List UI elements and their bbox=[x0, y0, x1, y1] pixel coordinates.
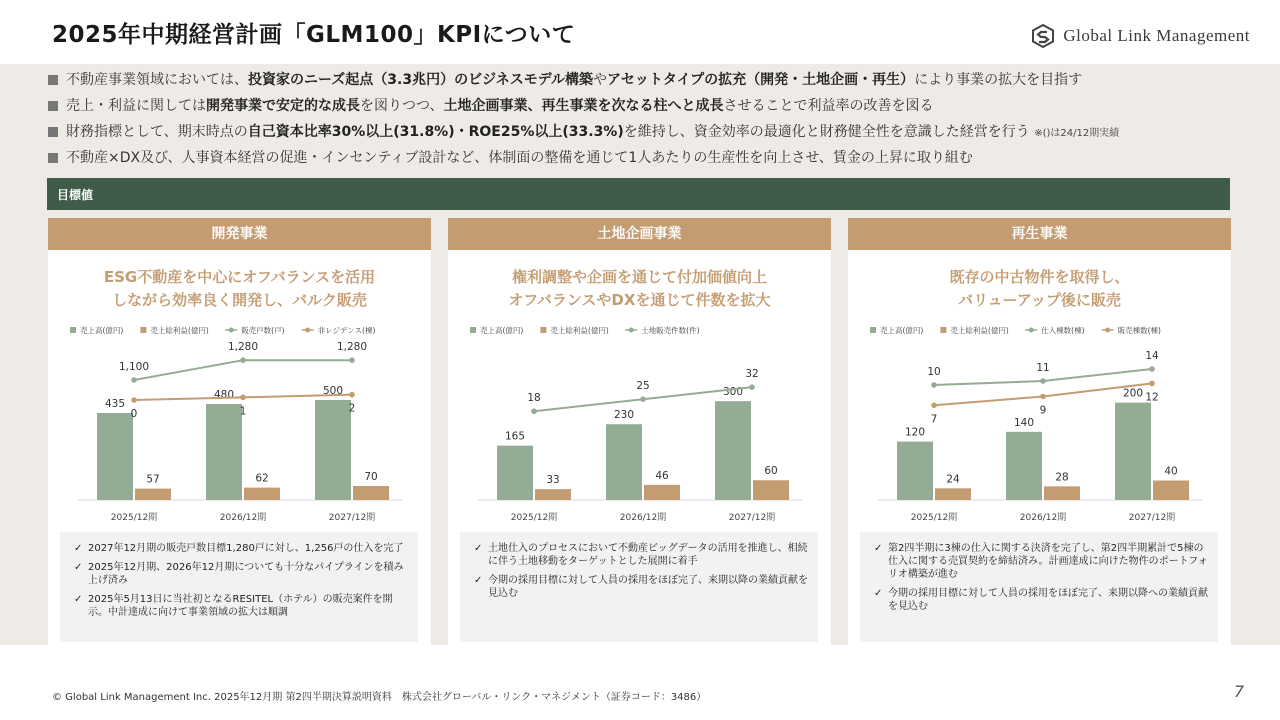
legend-label: 非レジデンス(棟) bbox=[317, 326, 376, 335]
legend-swatch-dot bbox=[1105, 328, 1110, 333]
company-logo bbox=[1031, 24, 1250, 48]
line-value-label: 0 bbox=[130, 408, 138, 420]
note-item: ✓ 2025年12月期、2026年12月期についても十分なパイプラインを積み上げ済み bbox=[74, 562, 404, 586]
bar bbox=[753, 480, 789, 500]
notes-box bbox=[460, 532, 818, 642]
bar-value-label: 300 bbox=[722, 386, 744, 399]
line-point bbox=[1149, 381, 1155, 387]
bar bbox=[206, 404, 242, 500]
top-header bbox=[0, 0, 1280, 64]
bar-value-label: 46 bbox=[655, 469, 669, 482]
notes-box bbox=[860, 532, 1218, 642]
bar bbox=[935, 488, 971, 500]
line-value-label: 14 bbox=[1145, 350, 1159, 362]
line-point bbox=[931, 382, 937, 388]
bar bbox=[535, 489, 571, 500]
legend-label: 売上総利益(億円) bbox=[550, 326, 609, 335]
panel-subtitle-line: 既存の中古物件を取得し、 bbox=[949, 268, 1130, 286]
bar bbox=[715, 401, 751, 500]
bar-value-label: 70 bbox=[364, 471, 378, 483]
bar-value-label: 120 bbox=[904, 426, 926, 439]
legend-label: 仕入棟数(棟) bbox=[1041, 326, 1085, 335]
chart-development bbox=[48, 318, 431, 528]
x-tick-label: 2027/12期 bbox=[728, 513, 776, 523]
bar-value-label: 28 bbox=[1055, 471, 1069, 484]
panel-subtitle-line: オフバランスやDXを通じて件数を拡大 bbox=[508, 291, 771, 309]
note-item: ✓ 2027年12月期の販売戸数目標1,280戸に対し、1,256戸の仕入を完了 bbox=[74, 543, 404, 554]
line-point bbox=[131, 377, 137, 383]
bar-value-label: 230 bbox=[613, 409, 635, 422]
legend-swatch bbox=[540, 327, 546, 333]
note-item: ✓ 第2四半期に3棟の仕入に関する決済を完了し、第2四半期累計で5棟の仕入に関する売買契約を締結済み。計画達成に向けた物件のポートフォリオ構築が進む bbox=[874, 543, 1208, 580]
bar-value-label: 500 bbox=[322, 385, 344, 397]
check-icon: ✓ bbox=[874, 588, 883, 599]
panel-land-planning bbox=[448, 218, 831, 654]
series-line bbox=[134, 360, 352, 380]
summary-bullet: 不動産×DX及び、人事資本経営の促進・インセンティブ設計など、体制面の整備を通じて1人あたりの生産性を向上させ、賃金の上昇に取り組む bbox=[48, 147, 1248, 173]
panel-subtitle-line: バリューアップ後に販売 bbox=[958, 291, 1121, 309]
legend-swatch-dot bbox=[1029, 328, 1034, 333]
line-value-label: 2 bbox=[348, 402, 356, 415]
legend-label: 売上総利益(億円) bbox=[950, 326, 1009, 335]
logo-mark-icon bbox=[1031, 24, 1055, 48]
line-value-label: 9 bbox=[1039, 404, 1047, 417]
bar-value-label: 165 bbox=[504, 430, 526, 443]
legend-swatch bbox=[70, 327, 76, 333]
chart-land-planning bbox=[448, 318, 831, 528]
legend-label: 売上総利益(億円) bbox=[150, 326, 209, 335]
x-tick-label: 2027/12期 bbox=[328, 513, 376, 523]
line-point bbox=[349, 392, 355, 398]
legend-swatch bbox=[870, 327, 876, 333]
bar bbox=[897, 442, 933, 500]
bar-value-label: 480 bbox=[213, 389, 235, 401]
x-tick-label: 2025/12期 bbox=[510, 513, 558, 523]
line-value-label: 32 bbox=[745, 368, 759, 381]
page-title: 2025年中期経営計画「GLM100」KPIについて bbox=[52, 22, 576, 48]
line-value-label: 25 bbox=[636, 380, 650, 393]
check-icon: ✓ bbox=[474, 575, 483, 586]
bar-value-label: 40 bbox=[1164, 465, 1178, 478]
line-value-label: 12 bbox=[1145, 391, 1159, 404]
chart-renovation bbox=[848, 318, 1231, 528]
check-icon: ✓ bbox=[874, 543, 883, 554]
line-value-label: 1,280 bbox=[336, 341, 368, 354]
check-icon: ✓ bbox=[74, 594, 83, 605]
bar-value-label: 57 bbox=[146, 473, 160, 486]
x-tick-label: 2025/12期 bbox=[910, 513, 958, 523]
bar bbox=[1153, 481, 1189, 500]
line-value-label: 1,100 bbox=[118, 361, 150, 373]
logo-text: Global Link Management bbox=[1063, 26, 1250, 45]
bar-value-label: 435 bbox=[104, 398, 126, 410]
legend-label: 売上高(億円) bbox=[80, 326, 124, 335]
page-number: 7 bbox=[1233, 682, 1244, 701]
bar bbox=[97, 413, 133, 500]
line-value-label: 10 bbox=[927, 366, 941, 378]
line-point bbox=[640, 396, 646, 402]
bar bbox=[606, 424, 642, 500]
footer-copyright: © Global Link Management Inc. 2025年12月期 第2四半期決算説明資料 株式会社グローバル・リンク・マネジメント（証券コード：3486） bbox=[52, 692, 707, 703]
legend-label: 売上高(億円) bbox=[480, 326, 524, 335]
bar bbox=[353, 486, 389, 500]
line-value-label: 11 bbox=[1036, 362, 1050, 374]
panel-header: 再生事業 bbox=[848, 218, 1231, 250]
note-item: ✓ 今期の採用目標に対して人員の採用をほぼ完了、来期以降への業績貢献を見込む bbox=[874, 588, 1208, 612]
panel-header: 土地企画事業 bbox=[448, 218, 831, 250]
x-tick-label: 2026/12期 bbox=[619, 513, 667, 523]
panel-development bbox=[48, 218, 431, 654]
note-item: ✓ 今期の採用目標に対して人員の採用をほぼ完了、来期以降の業績貢献を見込む bbox=[474, 575, 808, 599]
bar bbox=[1115, 403, 1151, 500]
notes-box bbox=[60, 532, 418, 642]
panel-renovation bbox=[848, 218, 1231, 654]
check-icon: ✓ bbox=[74, 543, 83, 554]
target-label: 目標値 bbox=[57, 188, 94, 202]
bar-value-label: 200 bbox=[1122, 387, 1144, 400]
legend-label: 売上高(億円) bbox=[880, 326, 924, 335]
line-point bbox=[131, 397, 137, 403]
bar-value-label: 33 bbox=[546, 474, 560, 487]
panel-subtitle bbox=[848, 266, 1231, 312]
check-icon: ✓ bbox=[474, 543, 483, 554]
bar bbox=[135, 489, 171, 500]
legend-swatch-dot bbox=[629, 328, 634, 333]
line-point bbox=[749, 384, 755, 390]
line-point bbox=[240, 395, 246, 401]
bar bbox=[497, 446, 533, 500]
summary-bullet: 売上・利益に関しては開発事業で安定的な成長を図りつつ、土地企画事業、再生事業を次なる柱へと成長させることで利益率の改善を図る bbox=[48, 95, 1248, 121]
bar bbox=[1006, 432, 1042, 500]
legend-swatch bbox=[940, 327, 946, 333]
legend-swatch bbox=[470, 327, 476, 333]
legend-label: 販売棟数(棟) bbox=[1117, 326, 1161, 335]
panel-subtitle-line: 権利調整や企画を通じて付加価値向上 bbox=[511, 268, 767, 286]
x-tick-label: 2025/12期 bbox=[110, 513, 158, 523]
line-value-label: 18 bbox=[527, 392, 541, 405]
panel-header: 開発事業 bbox=[48, 218, 431, 250]
legend-label: 販売戸数(戸) bbox=[241, 326, 285, 335]
panel-subtitle bbox=[48, 266, 431, 312]
bar-value-label: 62 bbox=[255, 472, 269, 485]
summary-bullets bbox=[48, 69, 1248, 173]
panel-subtitle-line: しながら効率良く開発し、バルク販売 bbox=[112, 291, 367, 309]
line-value-label: 1 bbox=[239, 405, 247, 418]
line-value-label: 7 bbox=[930, 413, 938, 426]
line-value-label: 1,280 bbox=[227, 341, 259, 354]
line-point bbox=[531, 408, 537, 414]
bar-value-label: 140 bbox=[1013, 416, 1035, 429]
legend-swatch-dot bbox=[229, 328, 234, 333]
line-point bbox=[1149, 366, 1155, 372]
note-item: ✓ 土地仕入のプロセスにおいて不動産ビッグデータの活用を推進し、相続に伴う土地移動をターゲットとした展開に着手 bbox=[474, 543, 808, 567]
bar bbox=[1044, 486, 1080, 500]
line-point bbox=[1040, 378, 1046, 384]
panel-subtitle bbox=[448, 266, 831, 312]
line-point bbox=[349, 357, 355, 363]
note-item: ✓ 2025年5月13日に当社初となるRESITEL（ホテル）の販売案件を開示。中計達成に向けて事業領域の拡大は順調 bbox=[74, 594, 393, 618]
legend-swatch-dot bbox=[305, 328, 310, 333]
line-point bbox=[931, 402, 937, 408]
line-point bbox=[1040, 394, 1046, 400]
line-point bbox=[240, 357, 246, 363]
legend-label: 土地販売件数(件) bbox=[641, 326, 700, 335]
bar-value-label: 60 bbox=[764, 465, 778, 478]
bar bbox=[315, 400, 351, 500]
bar-value-label: 24 bbox=[946, 473, 960, 486]
panel-subtitle-line: ESG不動産を中心にオフバランスを活用 bbox=[103, 268, 376, 286]
legend-swatch bbox=[140, 327, 146, 333]
x-tick-label: 2026/12期 bbox=[219, 513, 267, 523]
bar bbox=[244, 488, 280, 500]
x-tick-label: 2027/12期 bbox=[1128, 513, 1176, 523]
check-icon: ✓ bbox=[74, 562, 83, 573]
target-bar bbox=[47, 178, 1230, 210]
x-tick-label: 2026/12期 bbox=[1019, 513, 1067, 523]
bar bbox=[644, 485, 680, 500]
summary-bullet: 財務指標として、期末時点の自己資本比率30%以上(31.8%)・ROE25%以上(33.3%)を維持し、資金効率の最適化と財務健全性を意識した経営を行う ※()は24/12期実績 bbox=[48, 121, 1248, 147]
summary-bullet: 不動産事業領域においては、投資家のニーズ起点（3.3兆円）のビジネスモデル構築やアセットタイプの拡充（開発・土地企画・再生）により事業の拡大を目指す bbox=[48, 69, 1248, 95]
